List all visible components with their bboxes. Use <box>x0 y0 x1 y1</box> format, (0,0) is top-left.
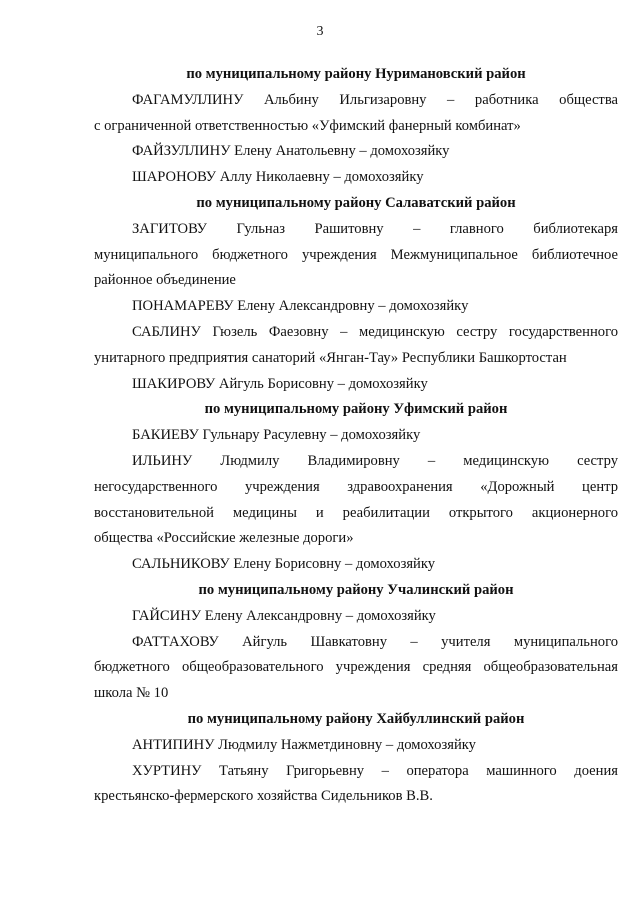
entry-line: ПОНАМАРЕВУ Елену Александровну – домохозяйку <box>132 298 469 315</box>
section-heading: по муниципальному району Учалинский район <box>198 581 514 598</box>
entry-line: негосударственного учреждения здравоохранения «Дорожный центр <box>94 478 618 495</box>
entry-line: ФАГАМУЛЛИНУ Альбину Ильгизаровну – работника общества <box>132 91 618 108</box>
person-entry <box>94 604 618 630</box>
entry-line: САЛЬНИКОВУ Елену Борисовну – домохозяйку <box>132 556 436 573</box>
entry-line: унитарного предприятия санаторий «Янган-Тау» Республики Башкортостан <box>94 349 567 366</box>
section-heading: по муниципальному району Хайбуллинский район <box>187 710 525 727</box>
person-entry <box>94 139 618 165</box>
person-entry <box>94 294 618 320</box>
person-entry <box>94 88 618 140</box>
person-entry <box>94 372 618 398</box>
document-body <box>94 62 618 810</box>
entry-line: районное объединение <box>94 272 236 289</box>
entry-line: ИЛЬИНУ Людмилу Владимировну – медицинскую сестру <box>132 452 618 469</box>
section-heading: по муниципальному району Салаватский район <box>196 194 516 211</box>
entry-line: ХУРТИНУ Татьяну Григорьевну – оператора машинного доения <box>132 762 618 779</box>
entry-line: БАКИЕВУ Гульнару Расулевну – домохозяйку <box>132 427 421 444</box>
entry-line: крестьянско-фермерского хозяйства Сидельников В.В. <box>94 788 433 805</box>
entry-line: общества «Российские железные дороги» <box>94 530 354 547</box>
entry-line: ФАТТАХОВУ Айгуль Шавкатовну – учителя муниципального <box>132 633 618 650</box>
entry-line: школа № 10 <box>94 685 169 702</box>
entry-line: муниципального бюджетного учреждения Межмуниципальное библиотечное <box>94 246 618 263</box>
page-number: 3 <box>316 24 324 39</box>
entry-line: бюджетного общеобразовательного учреждения средняя общеобразовательная <box>94 659 618 676</box>
entry-line: ШАРОНОВУ Аллу Николаевну – домохозяйку <box>132 169 424 186</box>
section-heading: по муниципальному району Уфимский район <box>204 401 508 418</box>
person-entry <box>94 759 618 811</box>
entry-line: ФАЙЗУЛЛИНУ Елену Анатольевну – домохозяйку <box>132 143 450 160</box>
person-entry <box>94 320 618 372</box>
person-entry <box>94 217 618 294</box>
entry-line: восстановительной медицины и реабилитации открытого акционерного <box>94 504 618 521</box>
entry-line: с ограниченной ответственностью «Уфимский фанерный комбинат» <box>94 117 521 134</box>
entry-line: ГАЙСИНУ Елену Александровну – домохозяйку <box>132 607 436 624</box>
entry-line: САБЛИНУ Гюзель Фаезовну – медицинскую сестру государственного <box>132 323 618 340</box>
person-entry <box>94 552 618 578</box>
entry-line: АНТИПИНУ Людмилу Нажметдиновну – домохозяйку <box>132 736 476 753</box>
person-entry <box>94 630 618 707</box>
person-entry <box>94 733 618 759</box>
person-entry <box>94 165 618 191</box>
entry-line: ЗАГИТОВУ Гульназ Рашитовну – главного библиотекаря <box>132 220 618 237</box>
section-heading: по муниципальному району Нуримановский район <box>186 66 526 82</box>
person-entry <box>94 423 618 449</box>
entry-line: ШАКИРОВУ Айгуль Борисовну – домохозяйку <box>132 375 428 392</box>
person-entry <box>94 449 618 552</box>
